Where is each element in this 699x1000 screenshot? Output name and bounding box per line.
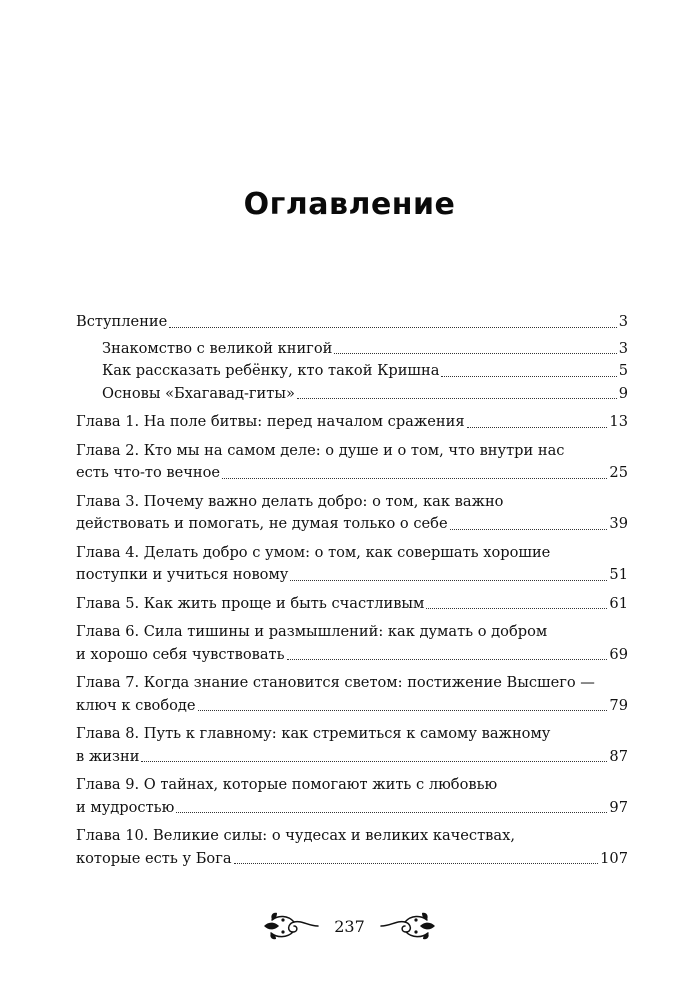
toc-chapter-title-line: Глава 6. Сила тишины и размышлений: как думать о добром — [76, 623, 548, 640]
toc-page-number: 61 — [609, 594, 628, 612]
toc-chapter-title-line: Глава 4. Делать добро с умом: о том, как совершать хорошие — [76, 543, 551, 561]
dot-leader — [176, 812, 607, 813]
dot-leader — [222, 478, 607, 479]
toc-entry-text: Как рассказать ребёнку, кто такой Кришна — [102, 362, 440, 379]
toc-chapter-title-line: Глава 7. Когда знание становится светом: постижение Высшего — — [76, 674, 595, 691]
toc-chapter-entry[interactable] — [76, 672, 628, 717]
toc-chapter-title-line: Глава 9. О тайнах, которые помогают жить с любовью — [76, 776, 498, 793]
toc-entry-text: Глава 1. На поле битвы: перед началом сражения — [76, 413, 465, 430]
toc-entry-text: Основы «Бхагавад-гиты» — [102, 384, 295, 402]
toc-chapter-last-line[interactable] — [76, 644, 628, 667]
toc-chapter-title-line: Глава 8. Путь к главному: как стремиться к самому важному — [76, 725, 551, 742]
toc-subsection[interactable] — [102, 360, 628, 383]
dot-leader — [450, 529, 608, 530]
toc-chapter-line[interactable] — [76, 411, 628, 434]
dot-leader — [467, 427, 608, 428]
dot-leader — [169, 327, 616, 328]
toc-chapter-title-line: Глава 3. Почему важно делать добро: о том, как важно — [76, 492, 504, 510]
dot-leader — [198, 710, 608, 711]
dot-leader — [334, 353, 616, 354]
toc-page-number: 97 — [609, 798, 628, 816]
floral-ornament-icon — [262, 911, 320, 941]
toc-subsection[interactable] — [102, 338, 628, 361]
toc-chapter-last-line[interactable] — [76, 564, 628, 587]
toc-page-number: 13 — [609, 413, 628, 430]
toc-chapter-entry[interactable] — [76, 440, 628, 485]
dot-leader — [297, 398, 617, 399]
toc-page-number: 3 — [618, 339, 628, 357]
dot-leader — [234, 863, 599, 864]
toc-page-number: 87 — [609, 747, 628, 765]
toc-page-number: 25 — [609, 464, 628, 481]
toc-chapters — [76, 411, 628, 870]
toc-chapter-last-line[interactable] — [76, 513, 628, 536]
page-title: Оглавление — [243, 187, 456, 222]
toc-chapter-last-line[interactable] — [76, 695, 628, 718]
toc-subsection[interactable] — [102, 383, 628, 406]
toc-chapter-last-line[interactable] — [76, 797, 628, 820]
dot-leader — [141, 761, 607, 762]
toc-page-number: 69 — [609, 645, 628, 663]
toc-entry-text: действовать и помогать, не думая только о себе — [76, 515, 448, 532]
toc-chapter-line[interactable] — [76, 593, 628, 616]
toc-entry-text: ключ к свободе — [76, 696, 196, 714]
toc-page-number: 51 — [609, 566, 628, 583]
toc-entry-text: Вступление — [76, 313, 168, 330]
toc-entry-text: Знакомство с великой книгой — [102, 339, 333, 357]
toc-entry-text: и мудростью — [76, 798, 175, 816]
toc-chapter-entry[interactable] — [76, 825, 628, 870]
toc-entry-text: в жизни — [76, 747, 140, 765]
toc-chapter-title-line: Глава 10. Великие силы: о чудесах и великих качествах, — [76, 827, 515, 844]
toc-chapter-last-line[interactable] — [76, 746, 628, 769]
toc-page-number: 3 — [618, 313, 628, 330]
toc-entry-text: и хорошо себя чувствовать — [76, 645, 285, 663]
floral-ornament-icon — [379, 911, 437, 941]
toc-page-number: 79 — [609, 696, 628, 714]
toc-chapter-entry[interactable] — [76, 593, 628, 616]
toc-page-number: 39 — [609, 515, 628, 532]
toc-entry-text: которые есть у Бога — [76, 849, 232, 867]
toc-chapter-entry[interactable] — [76, 491, 628, 536]
dot-leader — [290, 580, 607, 581]
toc-page-number: 107 — [600, 849, 628, 867]
toc-chapter-last-line[interactable] — [76, 462, 628, 485]
toc-chapter-entry[interactable] — [76, 774, 628, 819]
toc-chapter-entry[interactable] — [76, 723, 628, 768]
toc-entry-text: Глава 5. Как жить проще и быть счастливым — [76, 594, 425, 612]
toc-entry-intro[interactable] — [76, 311, 628, 334]
table-of-contents — [76, 311, 628, 876]
toc-subsections — [102, 338, 628, 406]
toc-chapter-entry[interactable] — [76, 542, 628, 587]
toc-chapter-last-line[interactable] — [76, 848, 628, 871]
page-number: 237 — [334, 916, 365, 936]
toc-chapter-title-line: Глава 2. Кто мы на самом деле: о душе и о том, что внутри нас — [76, 441, 565, 459]
dot-leader — [441, 376, 616, 377]
toc-entry-text: поступки и учиться новому — [76, 566, 289, 583]
toc-chapter-entry[interactable] — [76, 621, 628, 666]
dot-leader — [426, 608, 607, 609]
toc-entry-text: есть что-то вечное — [76, 464, 221, 481]
toc-chapter-entry[interactable] — [76, 411, 628, 434]
toc-page-number: 9 — [618, 384, 628, 402]
dot-leader — [287, 659, 608, 660]
toc-page-number: 5 — [618, 362, 628, 379]
page-footer — [0, 908, 699, 944]
